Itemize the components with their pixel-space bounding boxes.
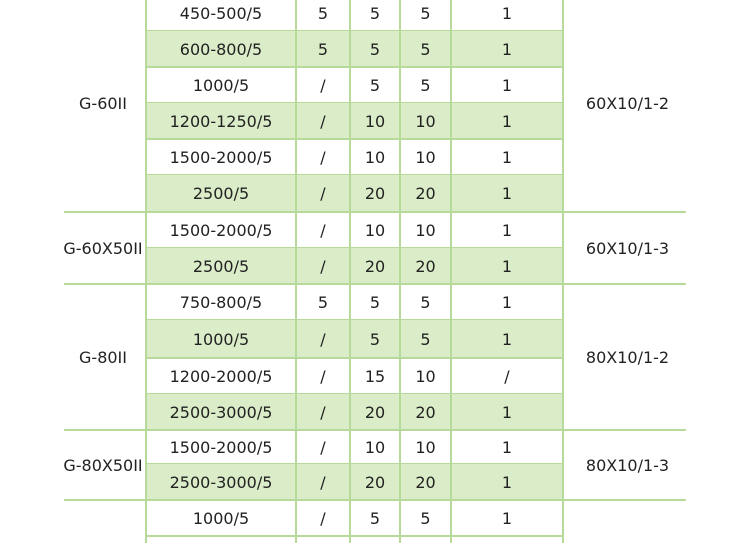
- column-divider: [295, 0, 297, 543]
- busbar-cell: [565, 500, 690, 536]
- column-divider: [349, 0, 351, 543]
- model-cell: G-80II: [79, 347, 127, 367]
- value-cell: 10: [415, 437, 436, 457]
- ratio-cell: 2500-3000/5: [146, 464, 296, 500]
- column-divider: [145, 0, 147, 543]
- value-cell: 5: [296, 31, 350, 67]
- busbar-cell: 80X10/1-2: [585, 347, 670, 367]
- value-cell: 20: [400, 394, 451, 430]
- value-cell: 5: [369, 3, 381, 23]
- value-cell: 5: [369, 75, 381, 95]
- column-divider: [562, 0, 564, 543]
- value-cell: 5: [420, 75, 431, 95]
- value-cell: 5: [420, 3, 431, 23]
- value-cell: /: [320, 366, 326, 386]
- busbar-cell: 80X10/1-3: [585, 455, 670, 475]
- value-cell: 10: [364, 437, 386, 457]
- value-cell: 1: [451, 31, 563, 67]
- ratio-cell: 2500/5: [146, 175, 296, 212]
- value-cell: 1: [451, 248, 563, 284]
- model-cell: G-60X50II: [63, 238, 143, 258]
- busbar-cell: 60X10/1-2: [585, 94, 670, 113]
- column-divider: [399, 0, 401, 543]
- value-cell: 20: [350, 248, 400, 284]
- value-cell: 5: [369, 292, 381, 312]
- value-cell: 5: [369, 508, 381, 528]
- model-cell: G-60II: [79, 94, 127, 113]
- group-divider: [64, 499, 686, 501]
- value-cell: 10: [364, 220, 386, 240]
- ratio-cell: 1000/5: [192, 508, 250, 528]
- value-cell: 10: [350, 103, 400, 139]
- value-cell: 10: [415, 147, 436, 167]
- value-cell: 1: [501, 437, 513, 457]
- value-cell: 20: [350, 175, 400, 212]
- value-cell: 10: [400, 103, 451, 139]
- row-divider: [146, 535, 563, 537]
- value-cell: 1: [451, 175, 563, 212]
- group-divider: [64, 429, 686, 431]
- value-cell: 1: [501, 147, 513, 167]
- value-cell: 10: [364, 147, 386, 167]
- value-cell: 5: [400, 31, 451, 67]
- ratio-cell: 1500-2000/5: [169, 147, 273, 167]
- value-cell: 5: [420, 508, 431, 528]
- value-cell: /: [504, 366, 510, 386]
- value-cell: /: [320, 508, 326, 528]
- ratio-cell: 1000/5: [146, 320, 296, 358]
- model-cell: [60, 500, 146, 536]
- value-cell: 1: [501, 220, 513, 240]
- value-cell: 1: [501, 508, 513, 528]
- value-cell: 20: [400, 175, 451, 212]
- value-cell: /: [320, 437, 326, 457]
- value-cell: 1: [501, 75, 513, 95]
- value-cell: 5: [350, 320, 400, 358]
- column-divider: [450, 0, 452, 543]
- value-cell: /: [296, 464, 350, 500]
- value-cell: /: [296, 175, 350, 212]
- ratio-cell: 2500/5: [146, 248, 296, 284]
- ratio-cell: 1000/5: [192, 75, 250, 95]
- value-cell: 10: [415, 220, 436, 240]
- value-cell: /: [296, 103, 350, 139]
- value-cell: 1: [501, 292, 513, 312]
- value-cell: 5: [420, 292, 431, 312]
- value-cell: 5: [317, 3, 329, 23]
- value-cell: 5: [350, 31, 400, 67]
- value-cell: /: [296, 320, 350, 358]
- value-cell: 5: [400, 320, 451, 358]
- ratio-cell: 1500-2000/5: [169, 220, 273, 240]
- value-cell: /: [296, 394, 350, 430]
- ratio-cell: 750-800/5: [179, 292, 263, 312]
- value-cell: 20: [400, 248, 451, 284]
- group-divider: [64, 283, 686, 285]
- value-cell: /: [320, 220, 326, 240]
- value-cell: 1: [451, 394, 563, 430]
- ratio-cell: 1200-2000/5: [169, 366, 273, 386]
- ratio-cell: 1200-1250/5: [146, 103, 296, 139]
- value-cell: 10: [415, 366, 436, 386]
- group-divider: [64, 211, 686, 213]
- busbar-cell: 60X10/1-3: [585, 238, 670, 258]
- value-cell: 20: [350, 394, 400, 430]
- value-cell: 20: [400, 464, 451, 500]
- value-cell: 1: [451, 320, 563, 358]
- value-cell: 15: [364, 366, 386, 386]
- ratio-cell: 600-800/5: [146, 31, 296, 67]
- ratio-cell: 2500-3000/5: [146, 394, 296, 430]
- value-cell: 1: [451, 464, 563, 500]
- value-cell: /: [320, 147, 326, 167]
- value-cell: 5: [317, 292, 329, 312]
- model-cell: G-80X50II: [63, 455, 143, 475]
- ratio-cell: 450-500/5: [179, 3, 263, 23]
- value-cell: 20: [350, 464, 400, 500]
- ratio-cell: 1500-2000/5: [169, 437, 273, 457]
- value-cell: 1: [451, 103, 563, 139]
- value-cell: /: [296, 248, 350, 284]
- value-cell: 1: [501, 3, 513, 23]
- value-cell: /: [320, 75, 326, 95]
